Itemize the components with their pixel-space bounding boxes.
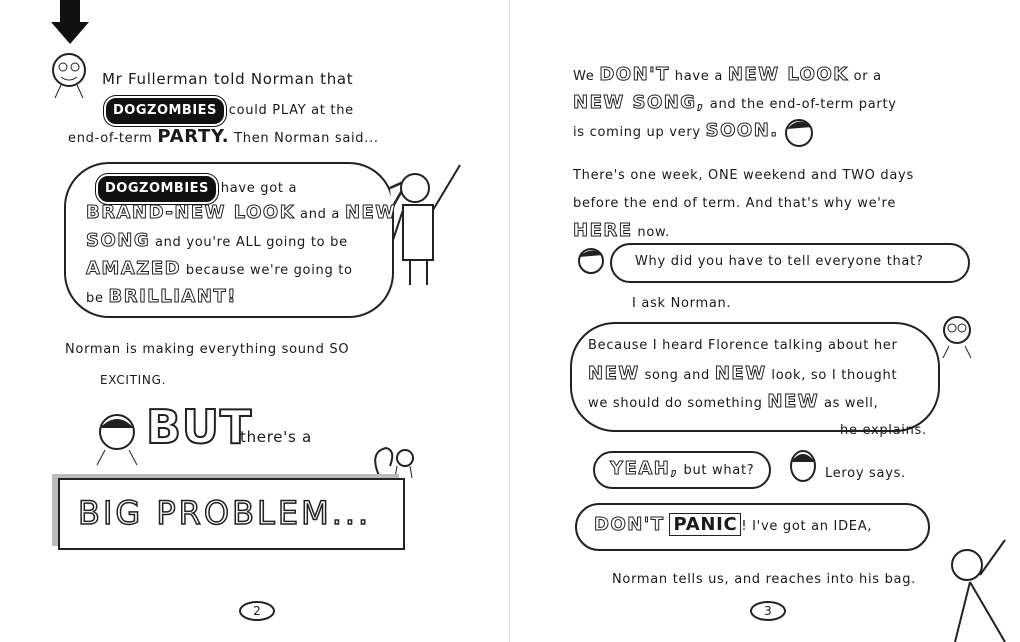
paragraph-2-line-2: before the end of term. And that's why we're	[573, 196, 897, 211]
text: now.	[637, 225, 670, 240]
norman-face-icon	[935, 310, 980, 360]
intro-line-1: Mr Fullerman told Norman that	[102, 70, 354, 88]
but-word: BUT	[146, 400, 252, 454]
speech-word: AMAZED	[86, 258, 182, 279]
i-ask-norman-text: I ask Norman.	[632, 296, 732, 311]
page-number-3: 3	[750, 601, 786, 621]
boy-face-icon	[93, 410, 143, 465]
speech-line: and a	[300, 207, 341, 222]
speech-word: NEW	[344, 202, 397, 223]
intro-line-3a: end-of-term	[68, 131, 153, 146]
narration-line-1: Norman is making everything sound SO	[65, 342, 350, 357]
text: but what?	[683, 463, 755, 478]
text: song and	[644, 368, 710, 383]
new-look-word: NEW LOOK	[727, 64, 849, 85]
intro-line-2: could PLAY at the	[228, 103, 354, 118]
dont-word: DON'T	[599, 64, 670, 85]
theres-a-text: there's a	[240, 428, 312, 446]
leroy-face-icon	[785, 448, 821, 493]
speech-word: SONG	[86, 230, 151, 251]
text: or a	[853, 69, 882, 84]
text: we should do something	[588, 396, 763, 411]
mr-fullerman-face-icon	[47, 50, 92, 100]
new-song-word: NEW SONG,	[573, 92, 705, 113]
speech-word: BRAND-NEW LOOK	[86, 202, 296, 223]
norman-pointing-figure-icon	[935, 520, 1020, 642]
dogzombies-logo: DOGZOMBIES	[106, 98, 224, 124]
new-word: NEW	[588, 363, 640, 384]
new-word: NEW	[714, 363, 767, 384]
paragraph-2-line-1: There's one week, ONE weekend and TWO days	[573, 168, 914, 183]
text: as well,	[823, 396, 879, 411]
dont-word: DON'T	[594, 514, 665, 535]
squirrel-icon	[372, 442, 417, 480]
page-number-2: 2	[239, 601, 275, 621]
leroy-says-text: Leroy says.	[825, 466, 906, 481]
narrator-face-icon	[782, 115, 818, 157]
text: We	[573, 69, 595, 84]
he-explains-text: he explains.	[840, 423, 927, 438]
panic-word: PANIC	[669, 513, 741, 536]
speech-line: be	[86, 291, 104, 306]
norman-waving-figure-icon	[385, 160, 475, 290]
new-word: NEW	[767, 391, 820, 412]
text: look, so I thought	[771, 368, 898, 383]
speech-line: and you're ALL going to be	[154, 235, 348, 250]
exciting-word: EXCITING.	[100, 373, 167, 387]
explanation-line-1: Because I heard Florence talking about her	[588, 338, 898, 353]
party-word: PARTY.	[157, 126, 230, 147]
question-text: Why did you have to tell everyone that?	[635, 254, 924, 269]
big-problem-text: BIG PROBLEM...	[78, 494, 372, 532]
text: is coming up very	[573, 125, 701, 140]
text: have a	[674, 69, 723, 84]
speech-line: have got a	[220, 181, 298, 196]
intro-line-3c: Then Norman said...	[234, 131, 379, 146]
here-word: HERE	[573, 220, 633, 241]
tells-text: Norman tells us, and reaches into his bag.	[612, 572, 916, 587]
narrator-face-icon	[575, 245, 609, 283]
down-arrow-icon	[50, 0, 90, 45]
yeah-word: YEAH,	[610, 458, 679, 479]
text: and the end-of-term party	[709, 97, 897, 112]
soon-word: SOON.	[705, 120, 779, 141]
dogzombies-logo: DOGZOMBIES	[98, 176, 216, 202]
speech-word: BRILLIANT!	[108, 286, 237, 307]
right-page	[510, 0, 1020, 642]
text: ! I've got an IDEA,	[741, 519, 873, 534]
speech-line: because we're going to	[185, 263, 353, 278]
